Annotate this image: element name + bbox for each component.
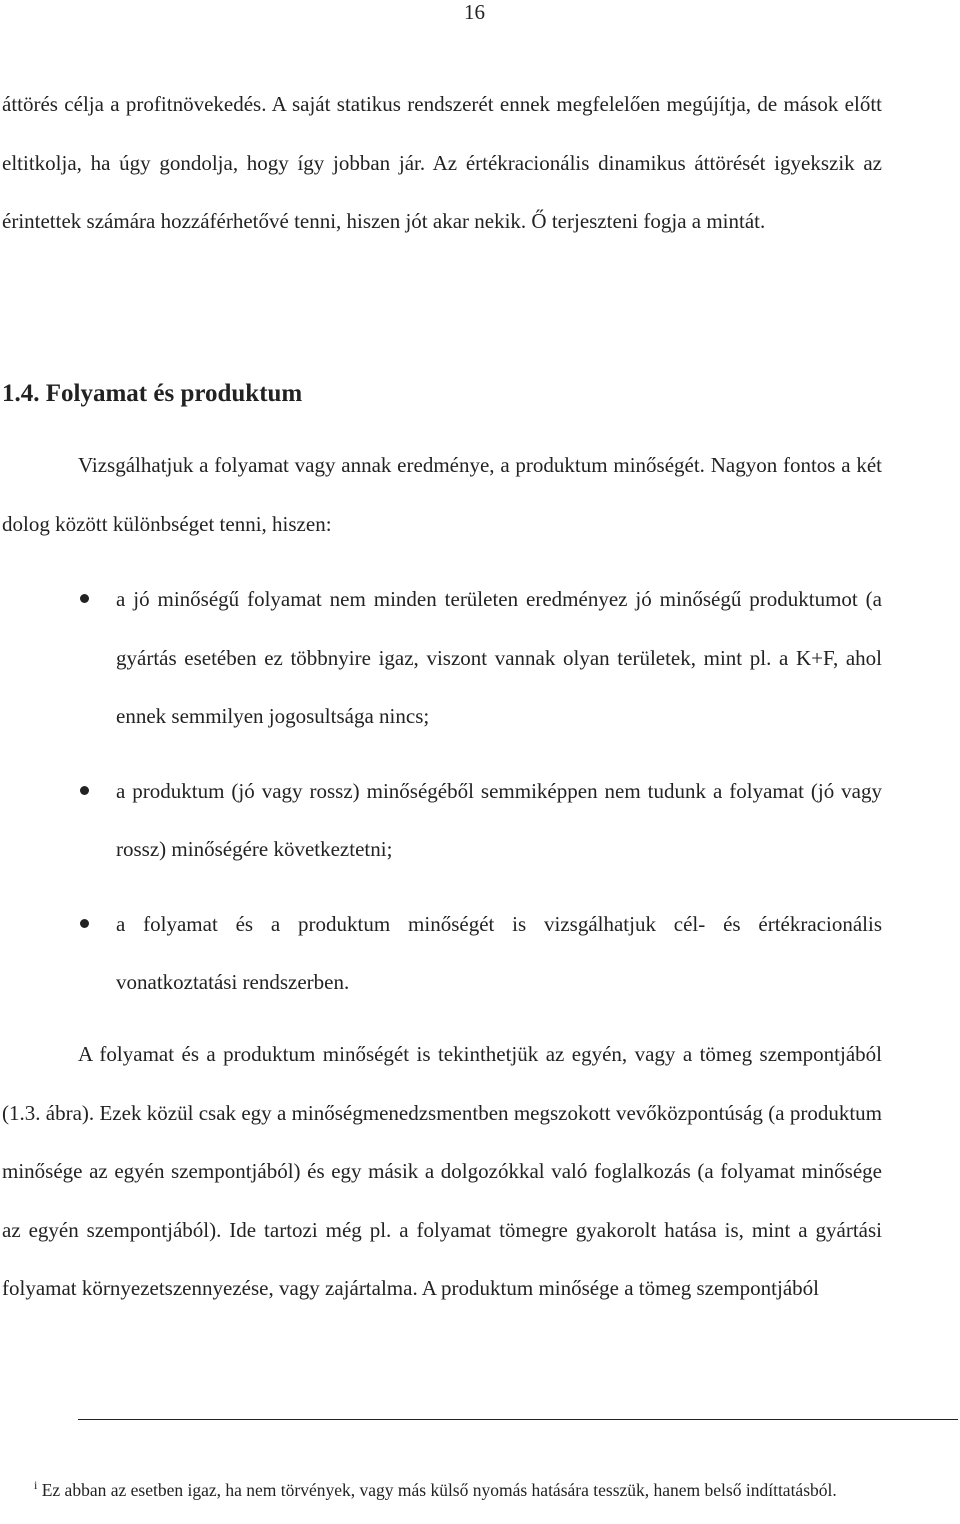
bullet-icon [80, 919, 89, 928]
footnote [2, 1478, 882, 1502]
list-item-text: a produktum (jó vagy rossz) minőségéből semmiképpen nem tudunk a folyamat (jó vagy rossz) minőségére következtetni; [116, 778, 882, 861]
paragraph-intro: áttörés célja a profitnövekedés. A saját statikus rendszerét ennek megfelelően megújítja, de mások előtt eltitkolja, ha úgy gondolja, hogy így jobban jár. Az értékracionális dinamikus áttörését igyekszik az érintettek számára hozzáférhetővé tenni, hiszen jót akar nekik. Ő terjeszteni fogja a mintát. [2, 92, 882, 233]
list-item [0, 762, 882, 879]
bullet-icon [80, 594, 89, 603]
list-item-text: a jó minőségű folyamat nem minden területen eredményez jó minőségű produktumot (a gyártás esetében ez többnyire igaz, viszont vannak olyan területek, mint pl. a K+F, ahol ennek semmilyen jogosultsága nincs; [116, 587, 882, 728]
list-item-text: a folyamat és a produktum minőségét is vizsgálhatjuk cél- és értékracionális vonatkoztatási rendszerben. [116, 911, 882, 994]
footnote-text: Ez abban az esetben igaz, ha nem törvények, vagy más külső nyomás hatására tesszük, hanem belső indíttatásból. [41, 1480, 837, 1500]
section-title: Folyamat és produktum [45, 380, 303, 407]
section-number: 1.4. [2, 380, 40, 407]
page-number: 16 [464, 0, 485, 24]
bullet-icon [80, 786, 89, 795]
footnote-divider [78, 1419, 958, 1420]
list-item [0, 570, 882, 746]
list-item [0, 895, 882, 1012]
paragraph-perspectives: A folyamat és a produktum minőségét is tekinthetjük az egyén, vagy a tömeg szempontjából (1.3. ábra). Ezek közül csak egy a minőségmenedzsmentben megszokott vevőközpontúság (a produktum minősége az egyén szempontjából) és egy másik a dolgozókkal való foglalkozás (a folyamat minősége az egyén szempontjából). Ide tartozi még pl. a folyamat tömegre gyakorolt hatása is, mint a gyártási folyamat környezetszennyezése, vagy zajártalma. A produktum minősége a tömeg szempontjából [2, 1042, 882, 1300]
footnote-marker: i [34, 1478, 38, 1493]
section-heading [2, 374, 302, 414]
paragraph-process-product: Vizsgálhatjuk a folyamat vagy annak eredménye, a produktum minőségét. Nagyon fontos a két dolog között különbséget tenni, hiszen: [2, 453, 882, 536]
bullet-list [0, 570, 882, 1028]
